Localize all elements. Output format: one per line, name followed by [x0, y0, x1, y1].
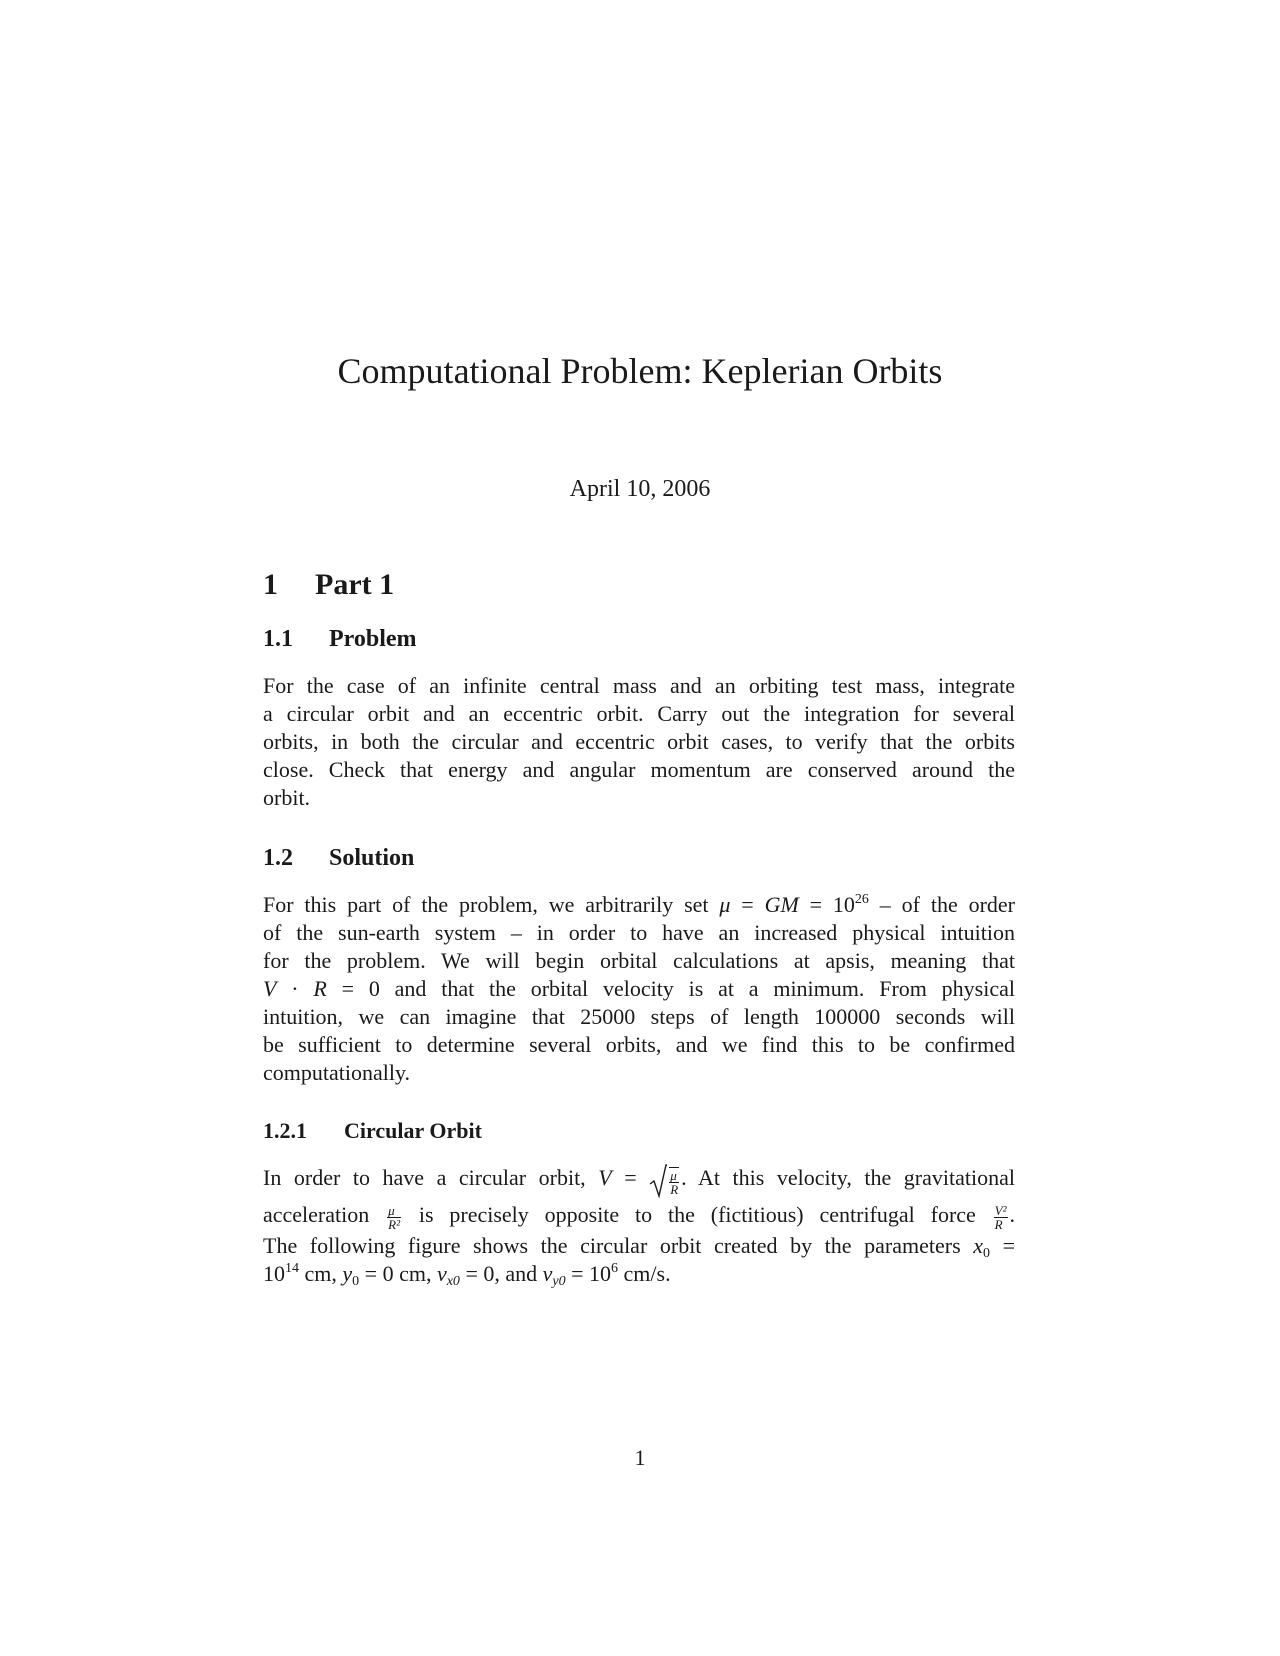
math-y: y — [342, 1261, 353, 1287]
document-title: Computational Problem: Keplerian Orbits — [337, 351, 943, 391]
math-v: v — [542, 1261, 553, 1287]
math-v: v — [436, 1261, 447, 1287]
math-r: R — [313, 976, 327, 1001]
solution-line: of the sun-earth system – in order to have an increased physical intuition — [263, 920, 1015, 945]
math-sqrt — [649, 1161, 681, 1198]
math-exponent: 14 — [285, 1261, 299, 1277]
circular-line — [263, 1260, 1015, 1288]
problem-line: orbit. — [263, 785, 311, 810]
text-run: · — [276, 976, 314, 1001]
text-run: = 0 and that the orbital velocity is at a minimum. From physical — [326, 976, 1015, 1001]
math-v: V — [598, 1165, 612, 1190]
fraction-numerator: μ — [669, 1169, 679, 1183]
text-run: acceleration — [263, 1202, 386, 1228]
text-run: The following figure shows the circular orbit created by the parameters — [263, 1233, 974, 1259]
section-heading-part-1 — [263, 568, 394, 602]
circular-orbit-paragraph — [263, 1160, 1015, 1288]
text-run: – of the order — [868, 892, 1015, 917]
fraction-denominator: R — [994, 1216, 1003, 1232]
math-v: V — [263, 976, 277, 1001]
problem-line: a circular orbit and an eccentric orbit. Carry out the integration for several — [263, 701, 1015, 726]
document-date: April 10, 2006 — [569, 476, 711, 502]
math-exponent: 6 — [611, 1261, 619, 1277]
page-number: 1 — [634, 1445, 646, 1470]
text-run: is precisely opposite to the (fictitious) centrifugal force — [402, 1202, 992, 1228]
math-exponent: 26 — [854, 892, 869, 907]
solution-line — [263, 975, 1015, 1003]
math-subscript: y0 — [552, 1274, 566, 1290]
subsubsection-heading-circular-orbit — [263, 1118, 482, 1144]
text-run: = 0, and — [459, 1261, 543, 1287]
subsection-title: Solution — [329, 845, 415, 871]
problem-paragraph — [263, 672, 1015, 812]
subsubsection-number: 1.2.1 — [263, 1118, 307, 1143]
subsection-heading-solution — [263, 845, 414, 872]
text-run: = 0 cm, — [359, 1261, 437, 1287]
circular-line — [263, 1198, 1015, 1232]
subsection-number: 1.1 — [263, 626, 293, 652]
math-mu: μ — [719, 892, 731, 917]
section-number: 1 — [263, 568, 278, 601]
text-run: = — [611, 1165, 650, 1190]
subsection-heading-problem — [263, 626, 417, 653]
subsection-number: 1.2 — [263, 845, 293, 871]
math-x: x — [973, 1233, 983, 1259]
subsubsection-title: Circular Orbit — [344, 1118, 482, 1143]
text-run: cm, — [299, 1261, 343, 1287]
solution-paragraph — [263, 891, 1015, 1087]
problem-line: close. Check that energy and angular momentum are conserved around the — [263, 757, 1015, 782]
fraction-denominator: R — [670, 1181, 679, 1197]
math-gm: GM — [764, 892, 799, 917]
fraction-denominator: R² — [388, 1216, 400, 1232]
math-fraction — [994, 1204, 1008, 1231]
solution-line — [263, 891, 1015, 919]
subsection-title: Problem — [329, 626, 417, 652]
text-run: = — [730, 892, 765, 917]
fraction-numerator: μ — [387, 1204, 401, 1218]
solution-line: computationally. — [263, 1060, 411, 1085]
problem-line: orbits, in both the circular and eccentric orbit cases, to verify that the orbits — [263, 729, 1015, 754]
math-fraction — [387, 1204, 401, 1231]
text-run: 10 — [263, 1261, 285, 1287]
text-run: For this part of the problem, we arbitrarily set — [263, 892, 720, 917]
sqrt-radical-icon — [649, 1164, 667, 1198]
text-run: cm/s. — [618, 1261, 671, 1287]
problem-line: For the case of an infinite central mass and an orbiting test mass, integrate — [263, 673, 1015, 698]
text-run: . — [1009, 1202, 1015, 1228]
circular-line — [263, 1160, 1015, 1198]
section-title: Part 1 — [315, 568, 395, 601]
text-run: In order to have a circular orbit, — [263, 1165, 599, 1190]
math-subscript: 0 — [983, 1246, 990, 1262]
solution-line: be sufficient to determine several orbits, and we find this to be confirmed — [263, 1032, 1015, 1057]
math-subscript: 0 — [352, 1274, 360, 1290]
text-run: = 10 — [798, 892, 855, 917]
math-subscript: x0 — [446, 1274, 460, 1290]
text-run: = — [990, 1233, 1015, 1259]
text-run: = 10 — [565, 1261, 612, 1287]
math-fraction — [669, 1167, 679, 1196]
solution-line: for the problem. We will begin orbital calculations at apsis, meaning that — [263, 948, 1015, 973]
solution-line: intuition, we can imagine that 25000 steps of length 100000 seconds will — [263, 1004, 1015, 1029]
fraction-numerator: V² — [994, 1202, 1007, 1218]
circular-line — [263, 1232, 1015, 1260]
text-run: . At this velocity, the gravitational — [681, 1165, 1015, 1190]
